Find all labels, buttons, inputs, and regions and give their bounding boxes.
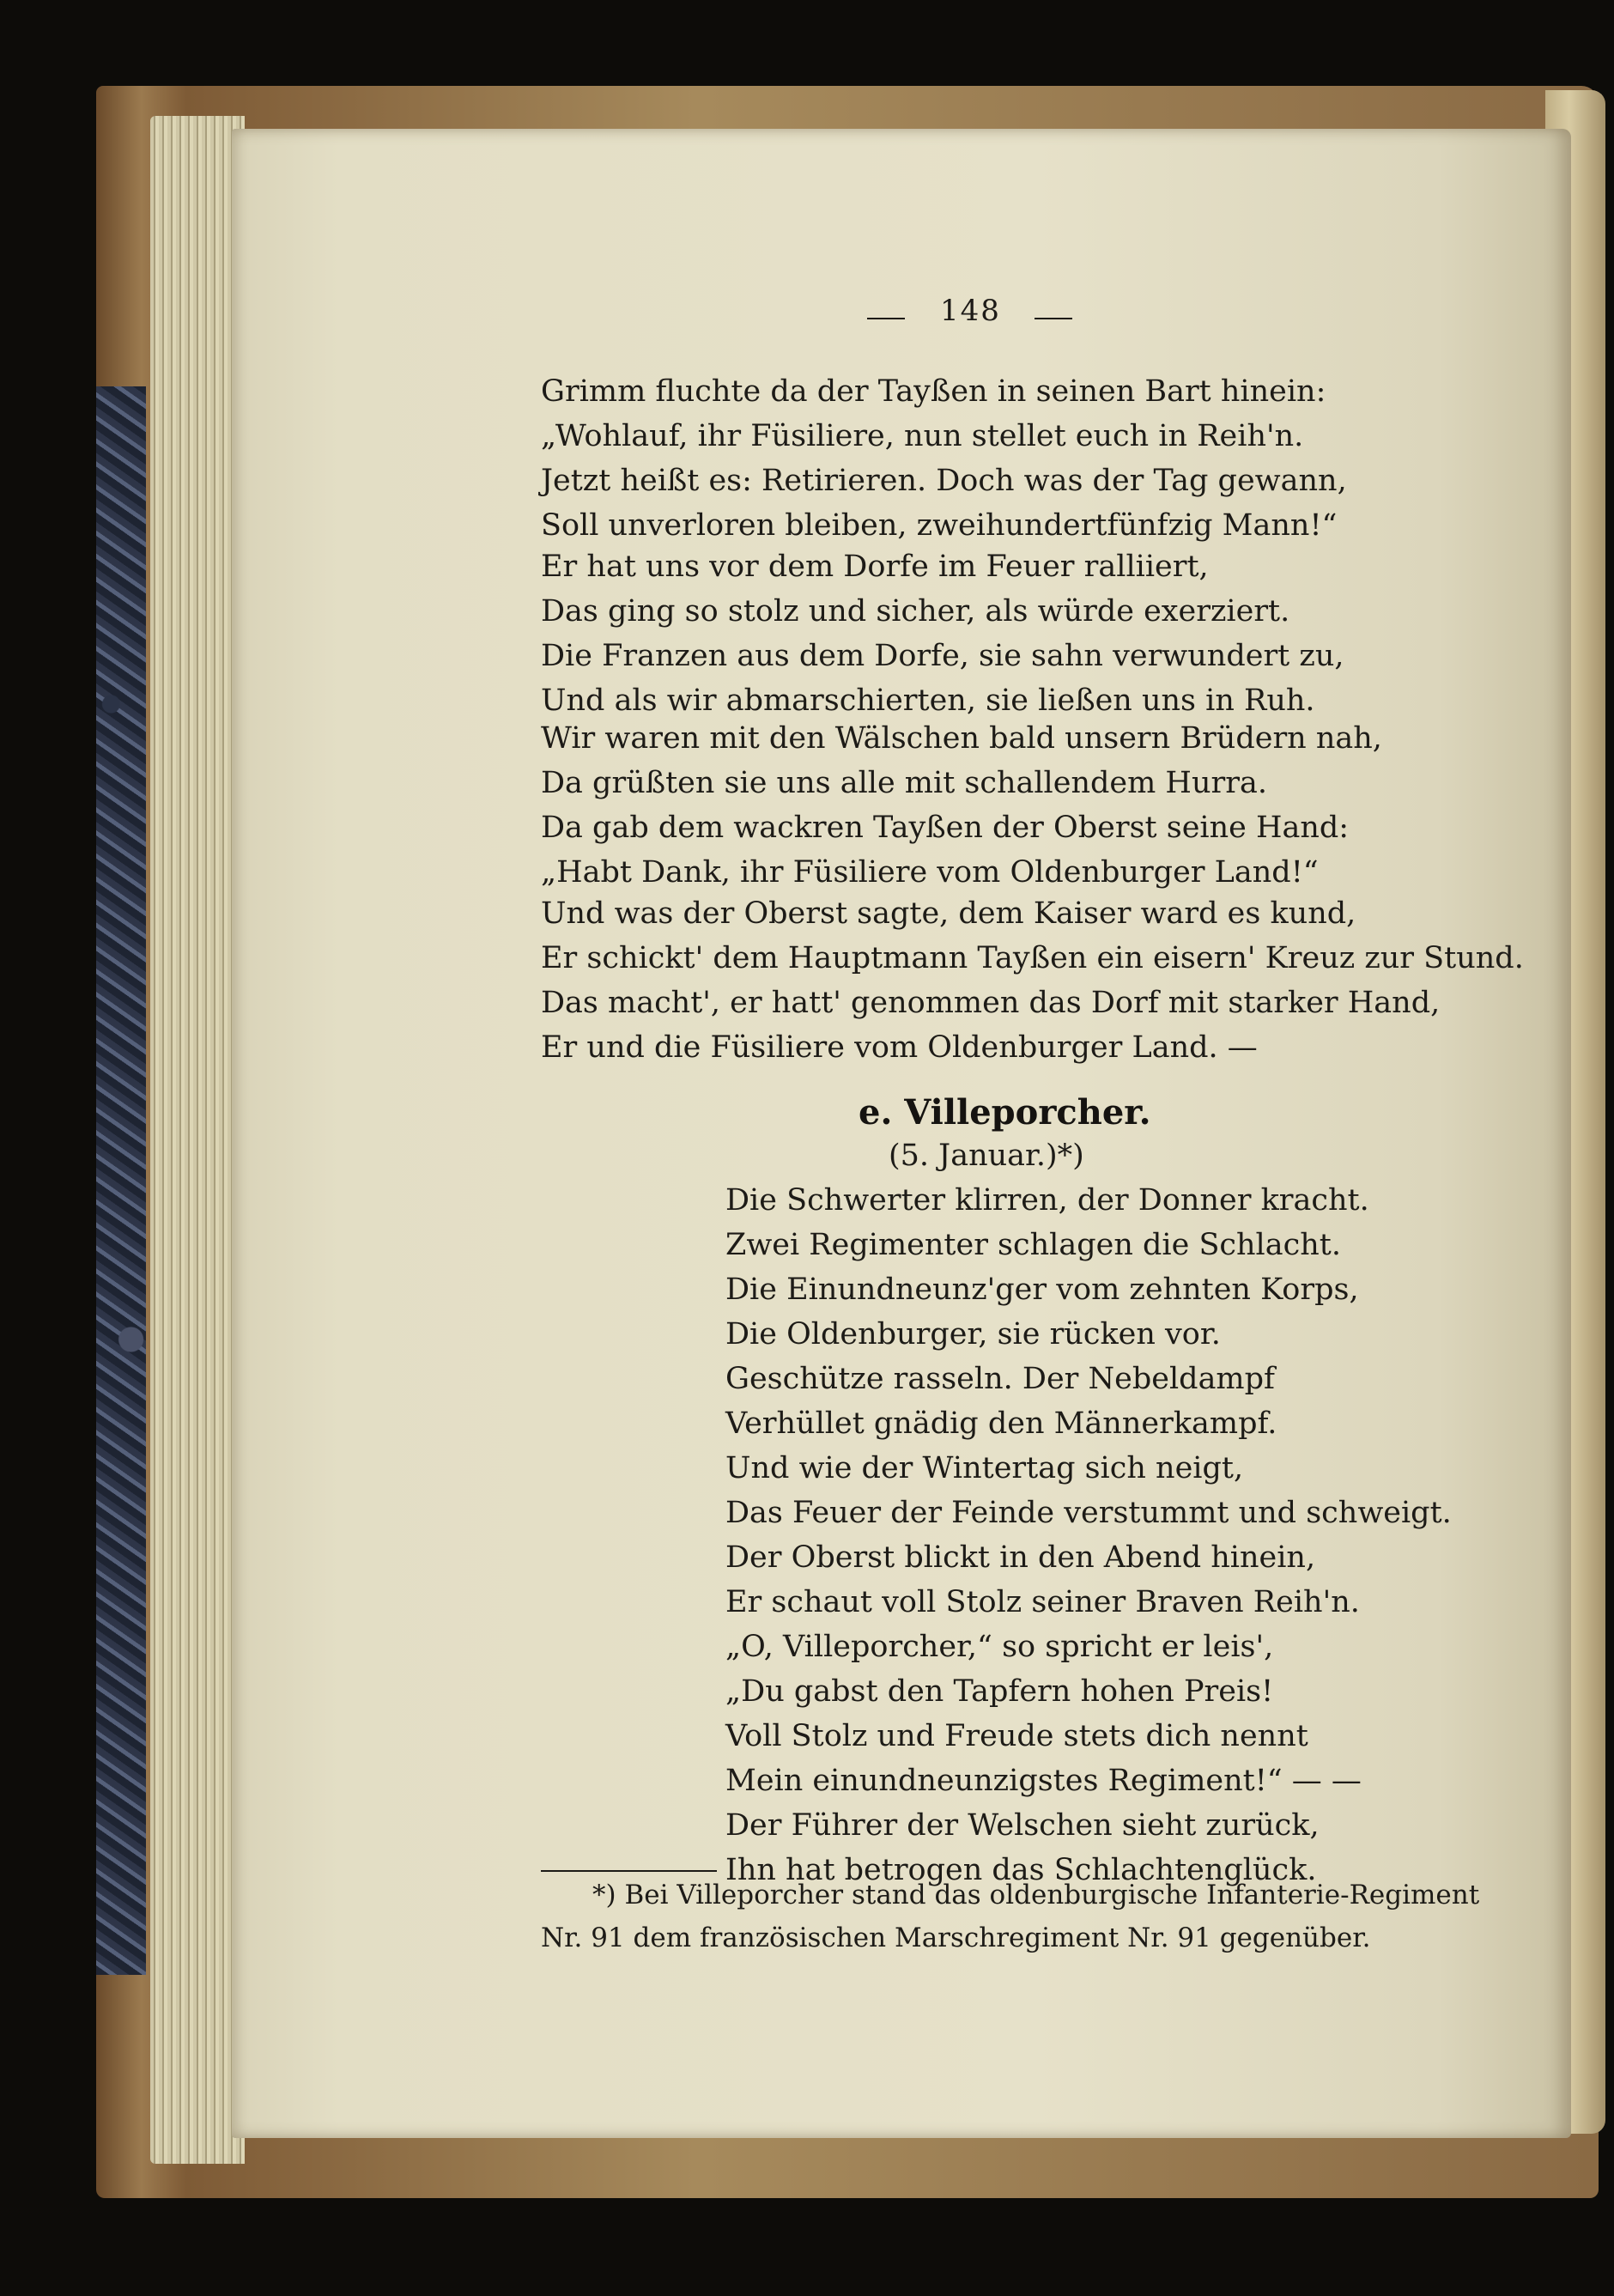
section-heading: e. Villeporcher.	[859, 1092, 1151, 1133]
verse-line: Er und die Füsiliere vom Oldenburger Land. —	[541, 1030, 1258, 1065]
poem-line: Ihn hat betrogen das Schlachtenglück.	[725, 1853, 1317, 1887]
poem-line: Das Feuer der Feinde verstummt und schweigt.	[725, 1496, 1452, 1530]
verse-line: Er hat uns vor dem Dorfe im Feuer ralliiert,	[541, 550, 1209, 584]
page-number-dash-right	[1035, 318, 1072, 319]
poem-line: Voll Stolz und Freude stets dich nennt	[725, 1719, 1308, 1753]
verse-line: Er schickt' dem Hauptmann Tayßen ein eisern' Kreuz zur Stund.	[541, 941, 1524, 975]
page-number: 148	[940, 294, 1001, 328]
poem-line: Zwei Regimenter schlagen die Schlacht.	[725, 1228, 1341, 1262]
poem-line: „Du gabst den Tapfern hohen Preis!	[725, 1674, 1274, 1709]
poem	[725, 1178, 1452, 1892]
footnote-line: *) Bei Villeporcher stand das oldenburgische Infanterie-Regiment	[592, 1880, 1480, 1910]
stanza-1	[541, 369, 1365, 548]
verse-line: Und was der Oberst sagte, dem Kaiser ward es kund,	[541, 896, 1356, 931]
verse-line: Und als wir abmarschierten, sie ließen uns in Ruh.	[541, 683, 1315, 718]
verse-line: „Habt Dank, ihr Füsiliere vom Oldenburger Land!“	[541, 855, 1319, 890]
verse-line: Grimm fluchte da der Tayßen in seinen Bart hinein:	[541, 374, 1326, 409]
poem-line: Der Führer der Welschen sieht zurück,	[725, 1808, 1320, 1843]
poem-line: Mein einundneunzigstes Regiment!“ — —	[725, 1764, 1362, 1798]
verse-line: Das ging so stolz und sicher, als würde exerziert.	[541, 594, 1290, 629]
poem-line: Verhüllet gnädig den Männerkampf.	[725, 1406, 1277, 1441]
verse-line: „Wohlauf, ihr Füsiliere, nun stellet euch in Reih'n.	[541, 419, 1304, 453]
verse-line: Jetzt heißt es: Retirieren. Doch was der Tag gewann,	[541, 464, 1347, 498]
verse-line: Da gab dem wackren Tayßen der Oberst seine Hand:	[541, 811, 1350, 845]
stanza-3	[541, 716, 1382, 895]
poem-line: Und wie der Wintertag sich neigt,	[725, 1451, 1244, 1485]
poem-line: Geschütze rasseln. Der Nebeldampf	[725, 1362, 1275, 1396]
verse-line: Da grüßten sie uns alle mit schallendem Hurra.	[541, 766, 1267, 800]
footnote-line: Nr. 91 dem französischen Marschregiment Nr. 91 gegenüber.	[541, 1922, 1371, 1953]
verse-line: Soll unverloren bleiben, zweihundertfünfzig Mann!“	[541, 508, 1338, 543]
page-number-dash-left	[867, 318, 905, 319]
footnote	[541, 1874, 1479, 1959]
poem-line: Er schaut voll Stolz seiner Braven Reih'n.	[725, 1585, 1360, 1619]
verse-line: Die Franzen aus dem Dorfe, sie sahn verwundert zu,	[541, 639, 1344, 673]
poem-line: Die Einundneunz'ger vom zehnten Korps,	[725, 1273, 1359, 1307]
section-date: (5. Januar.)*)	[889, 1139, 1084, 1173]
poem-line: Die Schwerter klirren, der Donner kracht.	[725, 1183, 1369, 1218]
poem-line: Der Oberst blickt in den Abend hinein,	[725, 1540, 1316, 1575]
stanza-2	[541, 544, 1365, 723]
poem-line: „O, Villeporcher,“ so spricht er leis',	[725, 1630, 1274, 1664]
marbled-cover-edge	[96, 386, 146, 1975]
stanza-4	[541, 891, 1524, 1070]
footnote-rule	[541, 1870, 717, 1872]
poem-line: Die Oldenburger, sie rücken vor.	[725, 1317, 1221, 1351]
verse-line: Das macht', er hatt' genommen das Dorf mit starker Hand,	[541, 986, 1441, 1020]
page-edges	[150, 116, 245, 2164]
verse-line: Wir waren mit den Wälschen bald unsern Brüdern nah,	[541, 721, 1382, 756]
